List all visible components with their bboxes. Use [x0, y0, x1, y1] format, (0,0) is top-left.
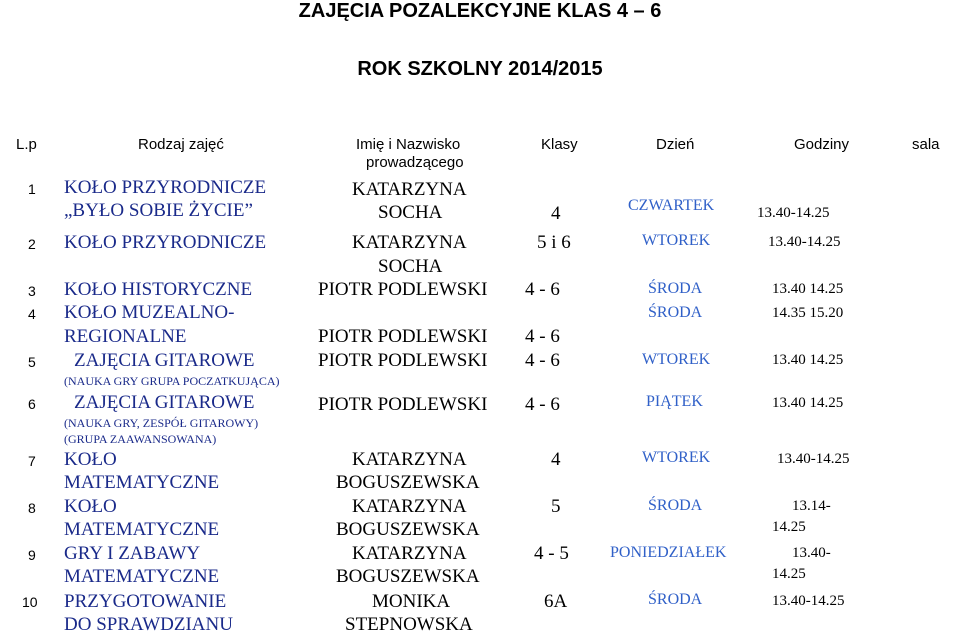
teacher-name: PIOTR PODLEWSKI	[318, 279, 488, 300]
hours: 13.14-	[792, 498, 831, 514]
teacher-last: SOCHA	[378, 256, 443, 277]
hours: 13.40 14.25	[772, 395, 844, 411]
hours: 13.40-14.25	[757, 205, 830, 221]
header-imie: Imię i Nazwisko	[356, 136, 461, 153]
hours: 13.40 14.25	[772, 352, 844, 368]
activity-note: (NAUKA GRY GRUPA POCZATKUJĄCA)	[64, 374, 280, 388]
classes: 4	[551, 203, 561, 224]
row-number: 9	[28, 547, 36, 563]
classes: 4 - 5	[534, 543, 569, 564]
header-dzien: Dzień	[656, 136, 695, 153]
row-number: 7	[28, 453, 36, 469]
hours-line2: 14.25	[772, 566, 806, 582]
classes: 5	[551, 496, 561, 517]
hours: 13.40-14.25	[772, 593, 845, 609]
classes: 4	[551, 449, 561, 470]
row-number: 10	[22, 594, 38, 610]
classes: 4 - 6	[525, 394, 560, 415]
classes: 4 - 6	[525, 326, 560, 347]
teacher-last: SOCHA	[378, 202, 443, 223]
teacher-name: PIOTR PODLEWSKI	[318, 326, 488, 347]
day: ŚRODA	[648, 591, 703, 608]
classes: 4 - 6	[525, 350, 560, 371]
teacher-first: MONIKA	[372, 591, 451, 612]
day: ŚRODA	[648, 497, 703, 514]
row-number: 4	[28, 306, 36, 322]
activity-name: ZAJĘCIA GITAROWE	[74, 350, 255, 371]
activity-name-line2: REGIONALNE	[64, 326, 187, 347]
activity-name: KOŁO HISTORYCZNE	[64, 279, 253, 300]
hours: 13.40 14.25	[772, 281, 844, 297]
row-number: 8	[28, 500, 36, 516]
classes: 4 - 6	[525, 279, 560, 300]
day: PONIEDZIAŁEK	[610, 544, 727, 561]
hours-line2: 14.25	[772, 519, 806, 535]
activity-name: PRZYGOTOWANIE	[64, 591, 227, 612]
hours: 13.40-14.25	[768, 234, 841, 250]
teacher-first: KATARZYNA	[352, 543, 467, 564]
row-number: 5	[28, 354, 36, 370]
teacher-last: STEPNOWSKA	[345, 614, 473, 635]
activity-name: KOŁO	[64, 449, 117, 470]
activity-note: (NAUKA GRY, ZESPÓŁ GITAROWY)	[64, 416, 259, 430]
teacher-last: BOGUSZEWSKA	[336, 519, 480, 540]
teacher-name: PIOTR PODLEWSKI	[318, 394, 488, 415]
activity-name: KOŁO PRZYRODNICZE	[64, 232, 267, 253]
activity-note-line2: (GRUPA ZAAWANSOWANA)	[64, 432, 217, 446]
activity-name: KOŁO MUZEALNO-	[64, 302, 235, 323]
teacher-first: KATARZYNA	[352, 179, 467, 200]
hours: 14.35 15.20	[772, 305, 844, 321]
hours: 13.40-14.25	[777, 451, 850, 467]
day: PIĄTEK	[646, 393, 703, 410]
school-year-title: ROK SZKOLNY 2014/2015	[357, 58, 603, 80]
activity-name: ZAJĘCIA GITAROWE	[74, 392, 255, 413]
day: WTOREK	[642, 351, 711, 368]
header-sala: sala	[912, 136, 940, 153]
activity-name-line2: DO SPRAWDZIANU	[64, 614, 233, 635]
header-prowadzacego: prowadzącego	[366, 154, 464, 171]
teacher-first: KATARZYNA	[352, 232, 467, 253]
day: CZWARTEK	[628, 197, 715, 214]
classes: 6A	[544, 591, 568, 612]
classes: 5 i 6	[537, 232, 571, 253]
teacher-last: BOGUSZEWSKA	[336, 472, 480, 493]
activity-name-line2: MATEMATYCZNE	[64, 566, 220, 587]
day: WTOREK	[642, 449, 711, 466]
activity-name-line2: MATEMATYCZNE	[64, 519, 220, 540]
teacher-first: KATARZYNA	[352, 449, 467, 470]
activity-name: GRY I ZABAWY	[64, 543, 201, 564]
teacher-name: PIOTR PODLEWSKI	[318, 350, 488, 371]
activity-name-line2: MATEMATYCZNE	[64, 472, 220, 493]
day: ŚRODA	[648, 280, 703, 297]
header-lp: L.p	[16, 136, 37, 153]
row-number: 1	[28, 181, 36, 197]
teacher-first: KATARZYNA	[352, 496, 467, 517]
activity-name: KOŁO PRZYRODNICZE	[64, 177, 267, 198]
row-number: 3	[28, 283, 36, 299]
header-godziny: Godziny	[794, 136, 850, 153]
row-number: 6	[28, 396, 36, 412]
hours: 13.40-	[792, 545, 831, 561]
row-number: 2	[28, 236, 36, 252]
activity-name: KOŁO	[64, 496, 117, 517]
day: WTOREK	[642, 232, 711, 249]
document-title: ZAJĘCIA POZALEKCYJNE KLAS 4 – 6	[298, 0, 662, 22]
day: ŚRODA	[648, 304, 703, 321]
header-klasy: Klasy	[541, 136, 578, 153]
header-rodzaj: Rodzaj zajęć	[138, 136, 224, 153]
teacher-last: BOGUSZEWSKA	[336, 566, 480, 587]
activity-name-line2: „BYŁO SOBIE ŻYCIE”	[64, 200, 253, 221]
